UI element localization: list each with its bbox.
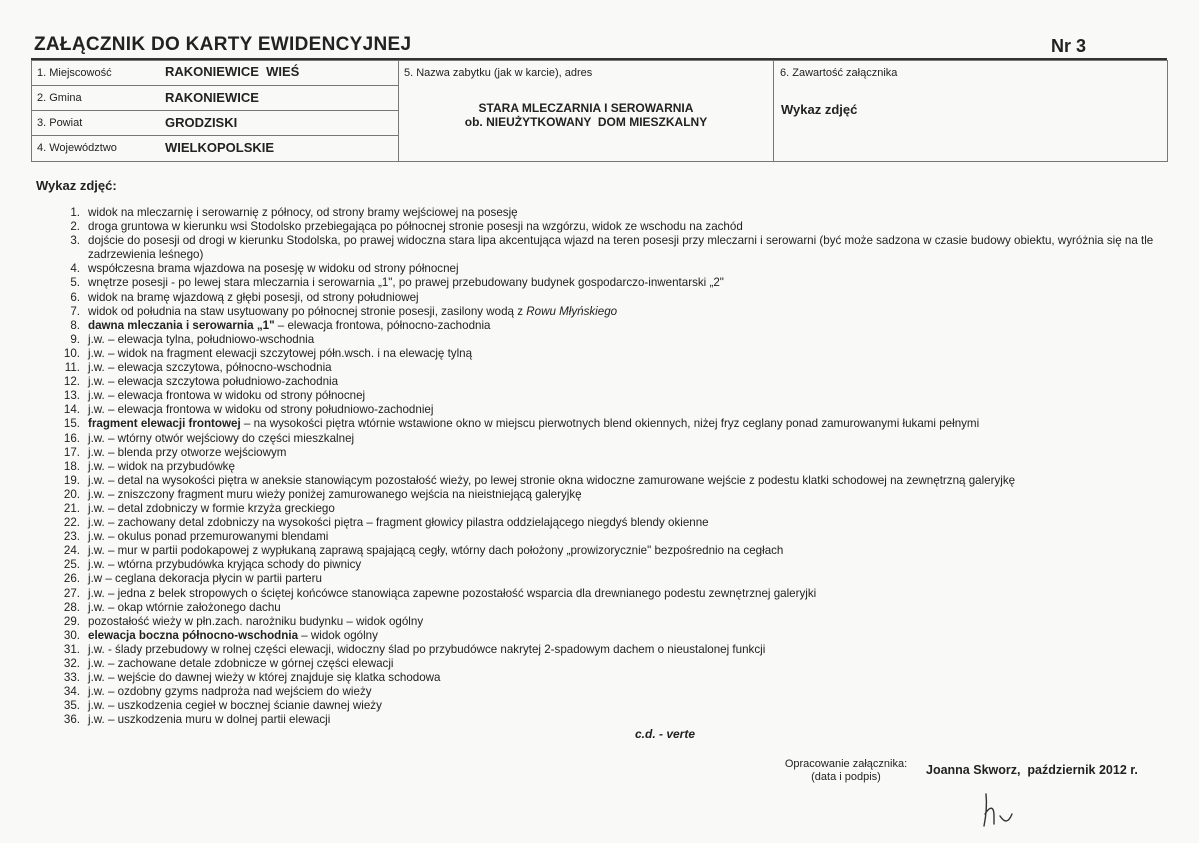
item-text: – elewacja frontowa, północno-zachodnia <box>274 318 491 332</box>
item-number: 1. <box>70 206 80 219</box>
item-number: 34. <box>63 685 80 699</box>
item-text: fragment elewacji frontowej <box>88 417 241 431</box>
item-number: 9. <box>70 332 80 346</box>
item-number: 21. <box>63 501 80 515</box>
gmina-label: 2. Gmina <box>37 92 82 104</box>
item-number: 8. <box>70 318 80 332</box>
list-item <box>50 671 1160 685</box>
item-text: j.w. – widok na przybudówkę <box>88 459 235 473</box>
wojewodztwo-value: WIELKOPOLSKIE <box>165 140 275 155</box>
item-text: elewacja boczna północno-wschodnia <box>88 628 299 642</box>
nazwa-line-2: ob. NIEUŻYTKOWANY DOM MIESZKALNY <box>464 115 708 129</box>
item-text: j.w. - ślady przebudowy w rolnej części elewacji, widoczny ślad po przybudówce nakrytej 2-spadowym dachem o nieustalonej funkcji <box>88 642 766 656</box>
item-text: j.w. – elewacja frontowa w widoku od strony południowo-zachodniej <box>88 403 434 417</box>
item-number: 25. <box>63 558 80 572</box>
section-title: Wykaz zdjęć: <box>36 178 117 193</box>
list-item <box>50 319 1160 333</box>
list-item <box>50 572 1160 586</box>
row-divider-2 <box>31 110 398 111</box>
list-item <box>50 347 1160 361</box>
item-text: – widok ogólny <box>298 628 378 642</box>
item-text: j.w. – ozdobny gzyms nadproża nad wejściem do wieży <box>88 685 372 699</box>
list-item <box>50 558 1160 572</box>
list-item <box>50 502 1160 516</box>
list-item <box>50 220 1160 234</box>
item-number: 31. <box>63 642 80 656</box>
list-item <box>50 699 1160 713</box>
powiat-label: 3. Powiat <box>37 117 83 129</box>
item-text: j.w. – uszkodzenia muru w dolnej partii elewacji <box>88 713 331 727</box>
zawartosc-label: 6. Zawartość załącznika <box>780 67 898 79</box>
item-number: 36. <box>63 713 80 727</box>
item-number: 13. <box>63 389 80 403</box>
powiat-value: GRODZISKI <box>165 115 238 130</box>
item-text: j.w. – elewacja tylna, południowo-wschodnia <box>88 332 315 346</box>
item-number: 22. <box>63 516 80 530</box>
list-item <box>50 516 1160 530</box>
list-item <box>50 432 1160 446</box>
item-text: widok od południa na staw usytuowany po północnej stronie posesji, zasilony wodą z <box>88 304 527 318</box>
item-number: 19. <box>63 473 80 487</box>
miejscowosc-value: RAKONIEWICE WIEŚ <box>165 64 300 79</box>
list-item <box>50 389 1160 403</box>
item-number: 32. <box>63 657 80 670</box>
item-text: współczesna brama wjazdowa na posesję w widoku od strony północnej <box>88 262 459 276</box>
gmina-value: RAKONIEWICE <box>165 90 259 105</box>
item-text: Rowu Młyńskiego <box>526 304 618 318</box>
item-number: 20. <box>63 487 80 501</box>
item-text: widok na mleczarnię i serowarnię z północy, od strony bramy wejściowej na posesję <box>88 206 518 219</box>
item-text: j.w. – elewacja szczytowa, północno-wschodnia <box>88 361 332 375</box>
list-item <box>50 713 1160 727</box>
item-text: j.w. – wtórna przybudówka kryjąca schody do piwnicy <box>88 558 362 572</box>
item-number: 14. <box>63 403 80 417</box>
list-item <box>50 305 1160 319</box>
item-text: j.w. – elewacja szczytowa południowo-zachodnia <box>88 375 339 389</box>
list-item <box>50 291 1160 305</box>
item-number: 24. <box>63 544 80 558</box>
list-item <box>50 657 1160 671</box>
item-text: wnętrze posesji - po lewej stara mleczarnia i serowarnia „1", po prawej przebudowany budynek gospodarczo-inwentarski „2" <box>88 276 724 290</box>
item-number: 12. <box>63 375 80 389</box>
list-item <box>50 587 1160 601</box>
item-text: j.w. – wejście do dawnej wieży w której znajduje się klatka schodowa <box>88 671 441 685</box>
list-item <box>50 530 1160 544</box>
nazwa-label: 5. Nazwa zabytku (jak w karcie), adres <box>404 67 593 79</box>
prepared-label <box>782 758 910 784</box>
item-text: dawna mleczania i serowarnia „1" <box>88 318 275 332</box>
wojewodztwo-label: 4. Województwo <box>37 142 117 154</box>
list-item <box>50 262 1160 276</box>
item-text: j.w. – zniszczony fragment muru wieży poniżej zamurowanego wejścia na nieistniejącą galeryjkę <box>88 487 582 501</box>
author-date: Joanna Skworz, październik 2012 r. <box>926 763 1138 777</box>
item-text: j.w. – mur w partii podokapowej z wypłukaną zaprawą spajającą cegły, wtórny dach położony „prowizorycznie" bezpośrednio na cegłach <box>88 544 784 558</box>
item-number: 6. <box>70 290 80 304</box>
item-text: j.w. – jedna z belek stropowych o ściętej końcówce stanowiąca zapewne pozostałość wsparcia dla drewnianego podestu zewnętrznej galeryjki <box>88 586 817 600</box>
list-item <box>50 615 1160 629</box>
item-text: j.w. – zachowany detal zdobniczy na wysokości piętra – fragment głowicy pilastra oddzielającego niegdyś blendy okienne <box>88 516 709 530</box>
item-number: 16. <box>63 431 80 445</box>
item-number: 29. <box>63 614 80 628</box>
list-item <box>50 544 1160 558</box>
row-divider-1 <box>31 85 398 86</box>
list-item <box>50 361 1160 375</box>
list-item <box>50 403 1160 417</box>
item-number: 15. <box>63 417 80 431</box>
item-number: 28. <box>63 600 80 614</box>
item-number: 3. <box>70 234 80 248</box>
list-item <box>50 333 1160 347</box>
item-text: j.w. – elewacja frontowa w widoku od strony północnej <box>88 389 366 403</box>
handwritten-signature <box>978 790 1038 830</box>
list-item <box>50 375 1160 389</box>
item-text: j.w. – blenda przy otworze wejściowym <box>88 445 287 459</box>
item-text: j.w. – detal zdobniczy w formie krzyża greckiego <box>88 501 335 515</box>
item-number: 23. <box>63 530 80 544</box>
item-text: dojście do posesji od drogi w kierunku Stodolska, po prawej widoczna stara lipa akcentująca wjazd na teren posesji przy mleczarni i serowarni (być może sadzona w czasie budowy obiektu, wyróżnia się na tle zadrzewienia leśnego) <box>88 234 1154 262</box>
list-item <box>50 446 1160 460</box>
zawartosc-value: Wykaz zdjęć <box>781 102 858 117</box>
item-number: 30. <box>63 628 80 642</box>
item-number: 35. <box>63 699 80 713</box>
page-title: ZAŁĄCZNIK DO KARTY EWIDENCYJNEJ <box>34 34 412 55</box>
list-item <box>50 460 1160 474</box>
item-number: 10. <box>63 346 80 360</box>
attachment-number: Nr 3 <box>1051 36 1087 56</box>
prepared-label-line-1: Opracowanie załącznika: <box>784 758 908 770</box>
list-item <box>50 206 1160 220</box>
prepared-label-line-2: (data i podpis) <box>811 771 881 783</box>
item-text: j.w. – zachowane detale zdobnicze w górnej części elewacji <box>88 657 394 670</box>
item-text: j.w. – wtórny otwór wejściowy do części mieszkalnej <box>88 431 355 445</box>
col-divider-2 <box>773 60 774 161</box>
list-item <box>50 643 1160 657</box>
item-text: j.w – ceglana dekoracja płycin w partii parteru <box>88 572 322 586</box>
list-item <box>50 488 1160 502</box>
list-item <box>50 685 1160 699</box>
list-item <box>50 474 1160 488</box>
item-number: 26. <box>63 572 80 586</box>
item-number: 27. <box>63 586 80 600</box>
item-number: 2. <box>70 220 80 234</box>
item-number: 17. <box>63 445 80 459</box>
list-item <box>50 629 1160 643</box>
item-number: 11. <box>64 361 80 375</box>
item-number: 5. <box>70 276 80 290</box>
item-text: j.w. – uszkodzenia cegieł w bocznej ścianie dawnej wieży <box>88 699 382 713</box>
item-number: 4. <box>70 262 80 276</box>
continued-note: c.d. - verte <box>635 727 696 741</box>
miejscowosc-label: 1. Miejscowość <box>37 67 112 79</box>
item-text: droga gruntowa w kierunku wsi Stodolsko przebiegająca po północnej stronie posesji na wzgórzu, widok ze wschodu na zachód <box>88 220 743 234</box>
item-text: widok na bramę wjazdową z głębi posesji, od strony południowej <box>88 290 419 304</box>
item-text: j.w. – okulus ponad przemurowanymi blendami <box>88 530 329 544</box>
item-text: – na wysokości piętra wtórnie wstawione okno w miejscu pierwotnych blend okiennych, niżej fryz ceglany ponad zamurowanymi łukami pełnymi <box>240 417 980 431</box>
item-number: 18. <box>63 459 80 473</box>
photo-list <box>50 206 1160 727</box>
item-number: 7. <box>70 304 80 318</box>
row-divider-3 <box>31 135 398 136</box>
item-number: 33. <box>63 671 80 685</box>
list-item <box>50 234 1160 262</box>
list-item <box>50 417 1160 431</box>
list-item <box>50 601 1160 615</box>
list-item <box>50 276 1160 290</box>
item-text: j.w. – widok na fragment elewacji szczytowej półn.wsch. i na elewację tylną <box>88 346 473 360</box>
item-text: pozostałość wieży w płn.zach. narożniku budynku – widok ogólny <box>88 614 424 628</box>
nazwa-line-1: STARA MLECZARNIA I SEROWARNIA <box>478 101 694 115</box>
item-text: j.w. – detal na wysokości piętra w aneksie stanowiącym pozostałość wieży, po lewej stronie okna widoczne zamurowane wejście z podestu klatki schodowej na zewnętrzną galeryjkę <box>88 473 1016 487</box>
item-text: j.w. – okap wtórnie założonego dachu <box>88 600 281 614</box>
